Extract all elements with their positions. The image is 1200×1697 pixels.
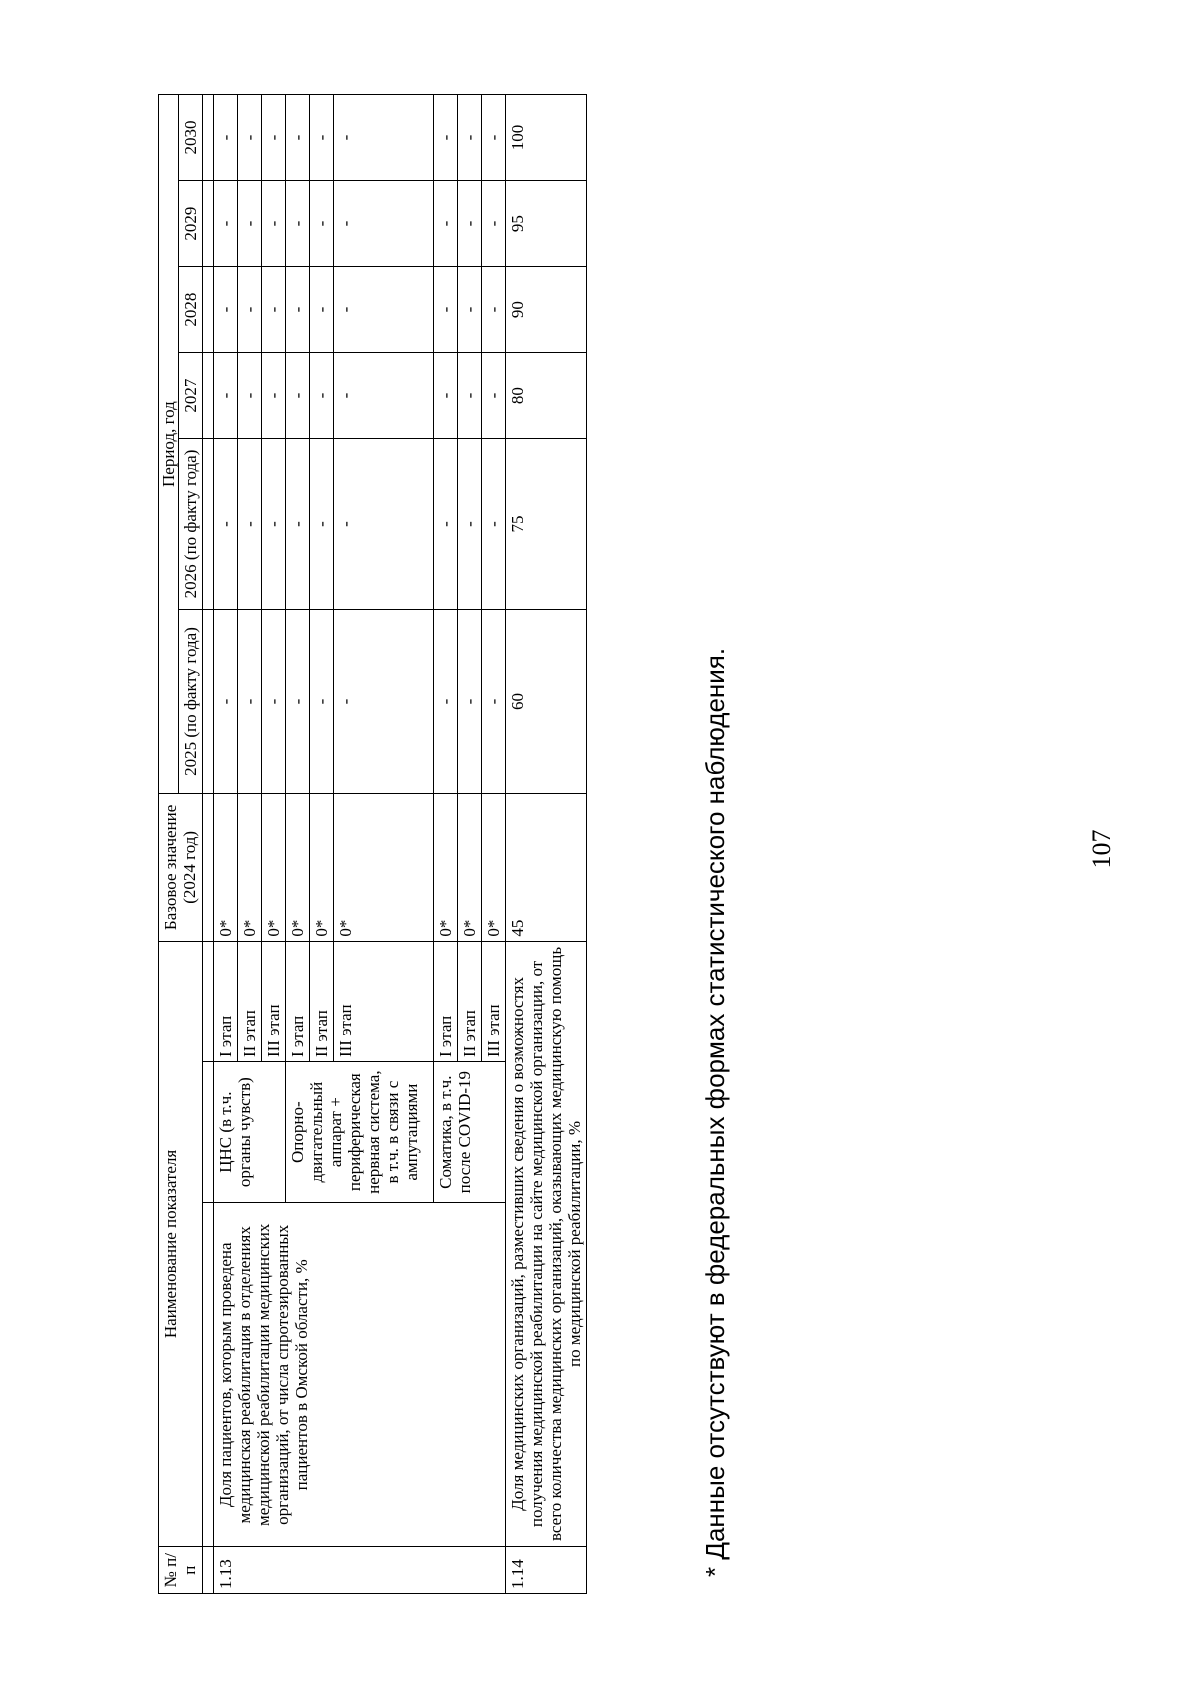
year-value: -	[238, 353, 262, 439]
header-num: № п/п	[159, 1547, 203, 1594]
stage-label: II этап	[458, 941, 482, 1061]
header-period: Период, год	[159, 95, 179, 794]
table-row	[506, 95, 587, 1594]
year-value: -	[334, 181, 434, 267]
year-value: -	[434, 609, 458, 793]
stage-label: III этап	[262, 941, 286, 1061]
base-value: 0*	[482, 794, 506, 941]
page-number: 107	[1087, 829, 1116, 869]
year-value: -	[214, 267, 238, 353]
stage-label: I этап	[214, 941, 238, 1061]
stage-label: III этап	[482, 941, 506, 1061]
year-value: -	[434, 353, 458, 439]
year-value: -	[262, 439, 286, 610]
year-value: -	[286, 609, 310, 793]
header-year: 2029	[179, 181, 203, 267]
year-value: -	[482, 267, 506, 353]
year-value: -	[238, 267, 262, 353]
year-value: -	[310, 609, 334, 793]
year-value: -	[238, 609, 262, 793]
year-value: -	[334, 353, 434, 439]
year-value: -	[482, 181, 506, 267]
group-label: Соматика, в т.ч. после COVID-19	[434, 1062, 506, 1203]
base-value: 0*	[238, 794, 262, 941]
base-value: 0*	[214, 794, 238, 941]
year-value: -	[238, 439, 262, 610]
year-value: -	[310, 353, 334, 439]
year-value: 100	[506, 95, 587, 181]
indicator-name: Доля медицинских организаций, разместивших сведения о возможностях получения медицинской реабилитации на сайте медицинской организации, от всего количества медицинских организаций, оказывающих медицинскую помощь по медицинской реабилитации, %	[506, 941, 587, 1547]
year-value: -	[458, 267, 482, 353]
year-value: -	[482, 95, 506, 181]
year-value: -	[458, 353, 482, 439]
year-value: -	[286, 439, 310, 610]
year-value: -	[458, 181, 482, 267]
year-value: -	[310, 267, 334, 353]
row-number: 1.13	[214, 1547, 506, 1594]
year-value: -	[482, 439, 506, 610]
year-value: -	[286, 353, 310, 439]
base-value: 0*	[334, 794, 434, 941]
group-label: ЦНС (в т.ч. органы чувств)	[214, 1062, 286, 1203]
header-year: 2028	[179, 267, 203, 353]
year-value: -	[482, 353, 506, 439]
year-value: -	[482, 609, 506, 793]
row-number: 1.14	[506, 1547, 587, 1594]
header-year: 2025 (по факту года)	[179, 609, 203, 793]
year-value: -	[262, 181, 286, 267]
header-year: 2026 (по факту года)	[179, 439, 203, 610]
year-value: -	[214, 353, 238, 439]
year-value: 75	[506, 439, 587, 610]
year-value: -	[334, 609, 434, 793]
year-value: -	[214, 181, 238, 267]
base-value: 0*	[434, 794, 458, 941]
base-value: 0*	[262, 794, 286, 941]
year-value: -	[334, 267, 434, 353]
stage-label: II этап	[238, 941, 262, 1061]
year-value: -	[262, 353, 286, 439]
year-value: 60	[506, 609, 587, 793]
year-value: -	[310, 181, 334, 267]
year-value: -	[286, 267, 310, 353]
spacer-row	[203, 95, 214, 1594]
year-value: -	[262, 609, 286, 793]
year-value: 80	[506, 353, 587, 439]
stage-label: II этап	[310, 941, 334, 1061]
year-value: 90	[506, 267, 587, 353]
indicators-table	[158, 94, 587, 1594]
stage-label: I этап	[434, 941, 458, 1061]
year-value: -	[334, 95, 434, 181]
stage-label: I этап	[286, 941, 310, 1061]
group-label: Опорно-двигательный аппарат + периферическая нервная система, в т.ч. в связи с ампутациями	[286, 1062, 434, 1203]
footnote: * Данные отсутствуют в федеральных формах статистического наблюдения.	[700, 647, 730, 1577]
header-year: 2030	[179, 95, 203, 181]
year-value: -	[286, 95, 310, 181]
year-value: -	[434, 439, 458, 610]
year-value: -	[434, 181, 458, 267]
year-value: -	[214, 609, 238, 793]
year-value: -	[458, 439, 482, 610]
year-value: -	[310, 95, 334, 181]
year-value: -	[214, 439, 238, 610]
year-value: -	[310, 439, 334, 610]
year-value: -	[334, 439, 434, 610]
header-row-1	[159, 95, 179, 1594]
year-value: -	[286, 181, 310, 267]
base-value: 45	[506, 794, 587, 941]
table-row	[214, 95, 238, 1594]
stage-label: III этап	[334, 941, 434, 1061]
year-value: -	[434, 267, 458, 353]
year-value: -	[458, 609, 482, 793]
year-value: -	[458, 95, 482, 181]
header-year: 2027	[179, 353, 203, 439]
base-value: 0*	[286, 794, 310, 941]
year-value: -	[434, 95, 458, 181]
year-value: -	[262, 267, 286, 353]
year-value: -	[214, 95, 238, 181]
year-value: -	[262, 95, 286, 181]
indicator-name: Доля пациентов, которым проведена медицинская реабилитация в отделениях медицинской реабилитации медицинских организаций, от числа спротезированных пациентов в Омской области, %	[214, 1203, 506, 1547]
year-value: -	[238, 181, 262, 267]
header-name: Наименование показателя	[159, 941, 203, 1547]
header-base: Базовое значение (2024 год)	[159, 794, 203, 941]
base-value: 0*	[458, 794, 482, 941]
year-value: -	[238, 95, 262, 181]
base-value: 0*	[310, 794, 334, 941]
year-value: 95	[506, 181, 587, 267]
